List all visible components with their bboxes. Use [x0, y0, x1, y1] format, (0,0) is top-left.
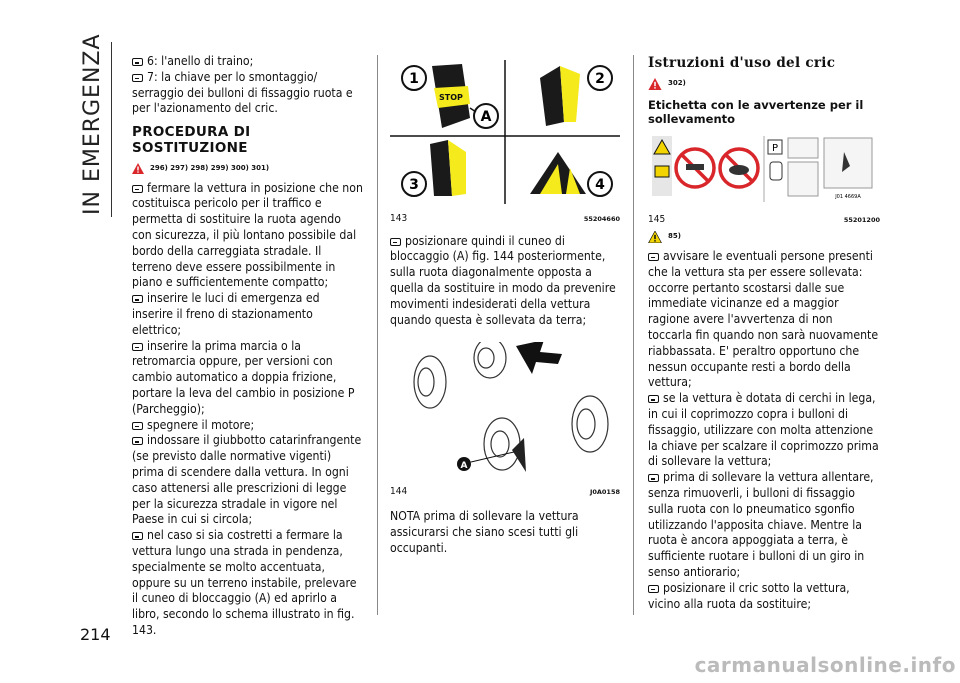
svg-text:J01 4669A: J01 4669A [835, 193, 861, 200]
bullet-icon [132, 343, 143, 351]
bullet-icon [132, 532, 143, 540]
svg-text:A: A [480, 109, 492, 125]
svg-text:2: 2 [595, 71, 605, 87]
list-item: prima di sollevare la vettura allentare, senza rimuoverli, i bulloni di fissaggio sulla ruota con lo pneumatico sgonfio utilizzando l'apposita chiave. Mentre la ruota è ancora appoggiata a terra, è sufficiente ruotare i bulloni di un giro in senso antiorario; [648, 470, 874, 579]
warning-triangle-icon [648, 78, 662, 90]
bullet-icon [648, 474, 659, 482]
bullet-icon [648, 253, 659, 261]
svg-text:A: A [460, 461, 468, 472]
figure-143 [390, 60, 620, 228]
wedge-brand-text: STOP [439, 93, 463, 102]
figure-caption: 145 55201200 [648, 214, 880, 226]
list-item: inserire le luci di emergenza ed inserire il freno di stazionamento elettrico; [132, 291, 320, 337]
section-title: PROCEDURA DI SOSTITUZIONE [132, 124, 251, 156]
bullet-icon [132, 437, 143, 445]
bullet-icon [132, 295, 143, 303]
svg-text:1: 1 [409, 71, 419, 87]
watermark: carmanualsonline.info [694, 653, 956, 677]
warning-refs: 296) 297) 298) 299) 300) 301) [132, 161, 364, 177]
svg-text:3: 3 [409, 177, 419, 193]
wedge-assembly-illustration [390, 60, 620, 204]
list-item: indossare il giubbotto catarinfrangente (se previsto dalle normative vigenti) prima di scendere dalla vettura. In ogni caso attenersi alle prescrizioni di legge per la sicurezza stradale in vigore nel Paese in cui si circola; [132, 433, 362, 527]
column-divider-1 [377, 55, 378, 615]
section-title: Istruzioni d'uso del cric [648, 55, 836, 71]
list-item: avvisare le eventuali persone presenti che la vettura sta per essere sollevata: occorre pertanto scostarsi dalle sue immediate vicinanze ed a maggior ragione avere l'avvertenza di non toccarla fin quando non sarà nuovamente riabbassata. E' peraltro opportuno che nessun occupante resti a bordo della vettura; [648, 248, 879, 390]
list-item: posizionare il cric sotto la vettura, vicino alla ruota da sostituire; [648, 580, 850, 611]
column-3 [648, 54, 880, 612]
svg-text:4: 4 [595, 177, 605, 193]
column-1 [132, 54, 364, 639]
column-divider-2 [633, 55, 634, 615]
page-number: 214 [80, 625, 111, 644]
list-item: 6: l'anello di traino; [132, 54, 364, 70]
figure-caption: 143 55204660 [390, 212, 620, 224]
warning-refs: 302) [648, 76, 880, 92]
list-item: se la vettura è dotata di cerchi in lega, in cui il coprimozzo copra i bulloni di fissaggio, utilizzare con molta attenzione la chiave per scalzare il coprimozzo prima di sollevare la vettura; [648, 391, 879, 469]
caution-triangle-icon [648, 231, 662, 243]
caution-refs: 85) [648, 229, 880, 245]
bullet-icon [648, 395, 659, 403]
list-item: posizionare quindi il cuneo di bloccaggio (A) fig. 144 posteriormente, sulla ruota diagonalmente opposta a quella da sostituire in modo da prevenire movimenti indesiderati della vettura quando questa è sollevata da terra; [390, 233, 616, 327]
list-item: 7: la chiave per lo smontaggio/ serraggio dei bulloni di fissaggio ruota e per l'azionamento del cric. [132, 69, 353, 116]
figure-144 [390, 342, 620, 501]
bullet-icon [132, 74, 143, 82]
list-item: fermare la vettura in posizione che non costituisca pericolo per il traffico e permetta di sostituire la ruota agendo con sicurezza, il più lontano possibile dal bordo della carreggiata stradale. Il terreno deve essere possibilmente in piano e sufficientemente compatto; [132, 180, 363, 290]
jack-warning-label-illustration [648, 132, 876, 206]
figure-caption: 144 J0A0158 [390, 486, 620, 498]
bullet-icon [390, 238, 401, 246]
bullet-icon [132, 185, 143, 193]
list-item: spegnere il motore; [132, 418, 364, 434]
figure-145 [648, 132, 880, 230]
warning-triangle-icon [132, 163, 144, 174]
subsection-title: Etichetta con le avvertenze per il sollevamento [648, 97, 864, 126]
chapter-title-rule [111, 42, 112, 217]
chapter-title: IN EMERGENZA [80, 33, 105, 215]
list-item: inserire la prima marcia o la retromarcia oppure, per versioni con cambio automatico a doppia frizione, portare la leva del cambio in posizione P (Parcheggio); [132, 338, 355, 416]
column-2 [390, 60, 620, 556]
bullet-icon [648, 585, 659, 593]
note: NOTA prima di sollevare la vettura assicurarsi che siano scesi tutti gli occupanti. [390, 508, 579, 555]
bullet-icon [132, 58, 143, 66]
svg-text:P: P [771, 142, 779, 154]
list-item: nel caso si sia costretti a fermare la vettura lungo una strada in pendenza, specialmente se molto accentuata, oppure su un terreno instabile, prelevare il cuneo di bloccaggio (A) ed aprirlo a libro, secondo lo schema illustrato in fig. 143. [132, 528, 357, 637]
bullet-icon [132, 422, 143, 430]
wheels-wedge-illustration [390, 342, 620, 477]
